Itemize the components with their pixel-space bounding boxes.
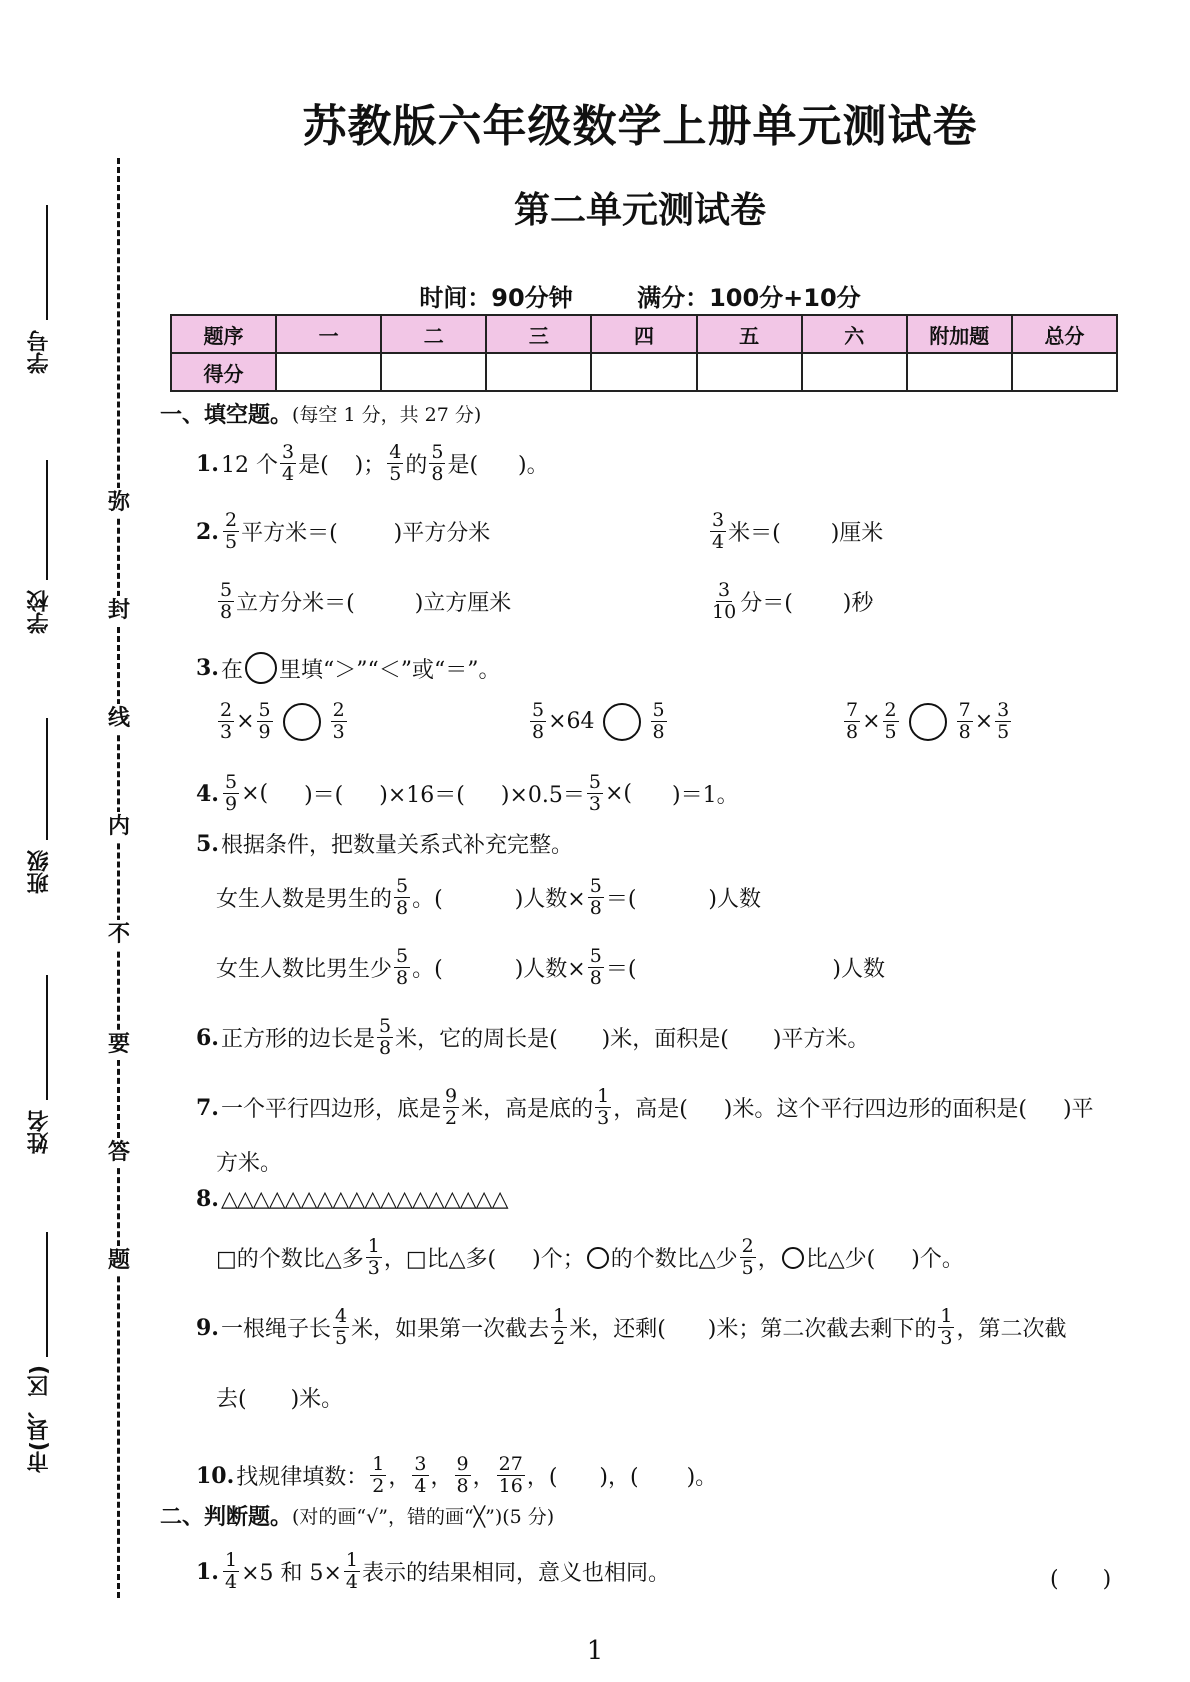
- class-line: [46, 718, 48, 840]
- q9-text: 去(: [216, 1387, 247, 1412]
- page-number: 1: [586, 1636, 604, 1666]
- cut-char: 内: [104, 812, 134, 842]
- numerator: 5: [396, 875, 409, 897]
- score-header-cell: 附加题: [907, 315, 1012, 353]
- score-table-header-row: [171, 315, 1117, 353]
- q3-text: 里填“＞”“＜”或“＝”。: [278, 657, 501, 683]
- question-number: 2.: [196, 518, 219, 545]
- q5-text: 。(: [412, 957, 443, 982]
- fraction: [280, 442, 296, 485]
- q8-text: )个。: [911, 1247, 964, 1272]
- numerator: 5: [258, 699, 271, 721]
- score-cell[interactable]: [486, 353, 591, 391]
- score-cell[interactable]: [697, 353, 802, 391]
- fraction: [333, 1306, 349, 1349]
- q10-text: ，(: [526, 1465, 558, 1490]
- denominator: 16: [498, 1475, 523, 1497]
- operator: ×: [236, 709, 255, 734]
- operator: ×: [974, 709, 994, 734]
- denominator: 2: [444, 1107, 458, 1129]
- name-line: [46, 975, 48, 1100]
- q6-text: )平方米。: [772, 1027, 870, 1052]
- denominator: 8: [589, 967, 602, 989]
- score-header-cell: 总分: [1012, 315, 1117, 353]
- numerator: 1: [940, 1305, 953, 1327]
- q10-text: 找规律填数：: [236, 1465, 369, 1490]
- numerator: 5: [220, 579, 233, 601]
- question-2d: [708, 580, 873, 623]
- cut-char: 题: [104, 1246, 134, 1276]
- q3-text: 在: [220, 657, 243, 683]
- fraction: [957, 700, 973, 743]
- numerator: 5: [588, 771, 601, 793]
- time-limit: 时间：90分钟: [419, 284, 573, 312]
- question-number: 9.: [196, 1314, 219, 1341]
- numerator: 5: [532, 699, 545, 721]
- score-header-cell: 五: [697, 315, 802, 353]
- question-5a: [216, 876, 761, 919]
- q6-text: 正方形的边长是: [220, 1027, 375, 1052]
- operator: ×64: [548, 709, 595, 734]
- numerator: 5: [396, 945, 409, 967]
- denominator: 8: [396, 897, 409, 919]
- q6-text: 米，它的周长是(: [395, 1027, 558, 1052]
- separator: ，: [430, 1465, 453, 1490]
- q2-text: 平方米＝(: [241, 521, 338, 546]
- q10-text: )。: [686, 1465, 718, 1490]
- question-number: 4.: [196, 780, 219, 807]
- q2-text: 立方分米＝(: [236, 591, 355, 616]
- q7-text: )米。这个平行四边形的面积是(: [723, 1097, 1027, 1122]
- denominator: 5: [997, 721, 1010, 743]
- numerator: 27: [498, 1453, 523, 1475]
- q2-text: )厘米: [830, 521, 884, 546]
- judge-question-1: [196, 1550, 670, 1593]
- q8-text: ，: [757, 1247, 780, 1272]
- denominator: 10: [712, 601, 737, 623]
- denominator: 8: [846, 721, 859, 743]
- section2-title: 二、判断题。: [160, 1505, 293, 1530]
- score-header-cell: 二: [381, 315, 486, 353]
- score-row-label: 得分: [171, 353, 276, 391]
- score-header-cell: 六: [802, 315, 907, 353]
- q4-text: ×(: [604, 781, 633, 806]
- denominator: 3: [332, 721, 345, 743]
- score-table: [170, 314, 1118, 392]
- fraction: [394, 876, 410, 919]
- q2-text: 分＝(: [740, 591, 793, 616]
- fraction: [587, 772, 603, 815]
- compare-circle[interactable]: [603, 703, 641, 741]
- numerator: 1: [597, 1085, 610, 1107]
- fraction: [588, 946, 604, 989]
- fraction: [223, 772, 239, 815]
- numerator: 1: [345, 1549, 359, 1571]
- q9-text: 米，如果第一次截去: [351, 1317, 550, 1342]
- question-number: 8.: [196, 1186, 219, 1212]
- numerator: 2: [224, 509, 238, 531]
- operator: ×: [862, 709, 881, 734]
- fraction: [588, 876, 604, 919]
- denominator: 5: [884, 721, 897, 743]
- q8-text: □的个数比△多: [216, 1247, 364, 1272]
- score-cell[interactable]: [381, 353, 486, 391]
- q1-text: )；: [354, 453, 386, 478]
- question-5: [196, 828, 573, 859]
- fraction: [844, 700, 860, 743]
- student-id-label: 学号: [27, 330, 52, 374]
- q4-text: )×0.5＝: [500, 783, 585, 808]
- q5-text: ＝(: [605, 887, 637, 912]
- triangle-row: △△△△△△△△△△△△△△△△△△: [220, 1186, 508, 1212]
- denominator: 2: [372, 1475, 385, 1497]
- question-number: 10.: [196, 1462, 235, 1489]
- denominator: 8: [652, 721, 665, 743]
- question-10: [196, 1454, 717, 1497]
- q8-text: 比△少(: [805, 1247, 876, 1272]
- question-9: [196, 1306, 1066, 1349]
- denominator: 8: [431, 463, 444, 485]
- score-cell[interactable]: [591, 353, 696, 391]
- q7-text: ，高是(: [613, 1097, 688, 1122]
- numerator: 1: [367, 1235, 380, 1257]
- section1-note: (每空 1 分，共 27 分): [292, 404, 482, 426]
- score-cell[interactable]: [1012, 353, 1117, 391]
- q4-text: )＝(: [304, 783, 344, 808]
- q5-text: 女生人数是男生的: [216, 887, 393, 912]
- denominator: 4: [281, 463, 295, 485]
- denominator: 3: [220, 721, 233, 743]
- denominator: 5: [334, 1327, 348, 1349]
- circle-icon: [782, 1247, 804, 1269]
- q2-text: 米＝(: [728, 521, 781, 546]
- question-7: [196, 1086, 1094, 1129]
- district-line: [46, 1232, 48, 1357]
- fraction: [938, 1306, 954, 1349]
- question-3a: [216, 700, 349, 743]
- q1-text: )。: [518, 453, 549, 478]
- denominator: 4: [414, 1475, 427, 1497]
- numerator: 4: [389, 441, 402, 463]
- score-header-cell: 三: [486, 315, 591, 353]
- numerator: 3: [997, 699, 1010, 721]
- numerator: 5: [224, 771, 238, 793]
- q8-text: )个；: [532, 1247, 585, 1272]
- denominator: 2: [553, 1327, 566, 1349]
- denominator: 4: [224, 1571, 238, 1593]
- cut-char: 要: [104, 1030, 134, 1060]
- exam-meta: [160, 278, 1120, 313]
- q8-text: 的个数比△少: [610, 1247, 738, 1272]
- denominator: 3: [940, 1327, 953, 1349]
- question-number: 7.: [196, 1094, 219, 1121]
- denominator: 8: [958, 721, 971, 743]
- question-7-cont: [216, 1146, 282, 1177]
- cut-char: 答: [104, 1138, 134, 1168]
- q2-text: )秒: [842, 591, 874, 616]
- q2-text: )立方厘米: [414, 591, 512, 616]
- numerator: 2: [332, 699, 345, 721]
- score-cell[interactable]: [276, 353, 381, 391]
- score-cell[interactable]: [907, 353, 1012, 391]
- denominator: 4: [345, 1571, 359, 1593]
- numerator: 9: [456, 1453, 469, 1475]
- denominator: 4: [712, 531, 725, 553]
- fraction: [331, 700, 347, 743]
- denominator: 3: [367, 1257, 380, 1279]
- fraction: [366, 1236, 382, 1279]
- fraction: [455, 1454, 471, 1497]
- denominator: 9: [224, 793, 238, 815]
- judge-answer-paren[interactable]: ( ): [1050, 1567, 1112, 1592]
- q4-text: ×(: [241, 781, 269, 806]
- fraction: [710, 580, 738, 623]
- name-label: 姓名: [27, 1110, 52, 1154]
- question-4: [196, 772, 739, 815]
- fraction: [740, 1236, 756, 1279]
- q2-text: )平方分米: [393, 521, 491, 546]
- section1-title: 一、填空题。: [160, 403, 293, 428]
- student-id-line: [46, 205, 48, 320]
- fraction: [344, 1550, 360, 1593]
- denominator: 8: [220, 601, 233, 623]
- fraction: [218, 580, 234, 623]
- fraction: [651, 700, 667, 743]
- section1-heading: [160, 398, 481, 429]
- numerator: 1: [553, 1305, 566, 1327]
- numerator: 3: [414, 1453, 427, 1475]
- numerator: 5: [652, 699, 665, 721]
- fraction: [387, 442, 403, 485]
- fraction: [429, 442, 445, 485]
- numerator: 2: [220, 699, 233, 721]
- question-number: 1.: [196, 450, 219, 477]
- denominator: 5: [224, 531, 238, 553]
- fraction: [883, 700, 899, 743]
- class-label: 班级: [27, 850, 52, 894]
- score-cell[interactable]: [802, 353, 907, 391]
- q5-text: )人数×: [514, 957, 586, 982]
- fraction: [394, 946, 410, 989]
- denominator: 8: [378, 1037, 392, 1059]
- numerator: 9: [444, 1085, 458, 1107]
- question-number: 3.: [196, 655, 219, 681]
- cut-char: 封: [104, 596, 134, 626]
- section2-note: (对的画“√”，错的画“╳”)(5 分): [292, 1506, 555, 1528]
- cut-char: 不: [104, 920, 134, 950]
- page-subtitle: 第二单元测试卷: [513, 190, 766, 231]
- score-header-cell: 四: [591, 315, 696, 353]
- page-title: 苏教版六年级数学上册单元测试卷: [302, 101, 978, 152]
- judge-text: ×5 和 5×: [241, 1561, 342, 1586]
- q7-text: 米，高是底的: [461, 1097, 594, 1122]
- district-label: 市(县、区): [27, 1365, 52, 1474]
- question-3: [196, 652, 500, 684]
- question-number: 5.: [196, 830, 219, 857]
- numerator: 1: [224, 1549, 238, 1571]
- question-2a: [196, 510, 490, 553]
- numerator: 2: [884, 699, 897, 721]
- question-1: [196, 442, 549, 485]
- denominator: 9: [258, 721, 271, 743]
- denominator: 5: [741, 1257, 754, 1279]
- q5-text: 根据条件，把数量关系式补充完整。: [220, 833, 573, 858]
- numerator: 3: [281, 441, 295, 463]
- denominator: 8: [532, 721, 545, 743]
- score-header-cell: 题序: [171, 315, 276, 353]
- q9-text: )米。: [290, 1387, 344, 1412]
- q9-text: ，第二次截: [956, 1317, 1067, 1342]
- denominator: 5: [389, 463, 402, 485]
- question-8-body: [216, 1236, 964, 1279]
- q6-text: )米，面积是(: [601, 1027, 729, 1052]
- school-line: [46, 460, 48, 580]
- full-score: 满分：100分+10分: [637, 284, 861, 312]
- numerator: 5: [589, 875, 602, 897]
- q7-text: )平: [1062, 1097, 1094, 1122]
- fraction: [223, 510, 239, 553]
- q5-text: )人数×: [514, 887, 586, 912]
- question-2b: [708, 510, 883, 553]
- denominator: 8: [396, 967, 409, 989]
- school-label: 学校: [27, 590, 52, 634]
- numerator: 5: [378, 1015, 392, 1037]
- separator: ，: [472, 1465, 495, 1490]
- numerator: 5: [431, 441, 444, 463]
- q7-text: 一个平行四边形，底是: [220, 1097, 441, 1122]
- judge-text: 表示的结果相同，意义也相同。: [362, 1561, 671, 1586]
- fraction: [497, 1454, 525, 1497]
- q5-text: )人数: [832, 957, 886, 982]
- fraction: [370, 1454, 386, 1497]
- question-9-cont: [216, 1382, 343, 1413]
- cut-char: 弥: [104, 488, 134, 518]
- compare-circle[interactable]: [909, 703, 947, 741]
- q9-text: 一根绳子长: [220, 1317, 331, 1342]
- q1-text: 是(: [298, 453, 329, 478]
- numerator: 7: [958, 699, 971, 721]
- seal-cut-line: [117, 158, 120, 1598]
- fraction: [218, 700, 234, 743]
- cut-char: 线: [104, 704, 134, 734]
- q4-text: )×16＝(: [379, 783, 465, 808]
- score-header-cell: 一: [276, 315, 381, 353]
- separator: ，: [388, 1465, 411, 1490]
- q10-text: )，(: [599, 1465, 639, 1490]
- compare-circle[interactable]: [283, 703, 321, 741]
- fraction: [443, 1086, 459, 1129]
- q1-text: 12 个: [220, 453, 278, 478]
- fraction: [595, 1086, 611, 1129]
- numerator: 5: [589, 945, 602, 967]
- fraction: [377, 1016, 393, 1059]
- circle-icon: [587, 1247, 609, 1269]
- fraction: [223, 1550, 239, 1593]
- fraction: [710, 510, 726, 553]
- question-5b: [216, 946, 885, 989]
- question-3b: [528, 700, 669, 743]
- circle-icon: [245, 652, 277, 684]
- fraction: [551, 1306, 567, 1349]
- question-6: [196, 1016, 869, 1059]
- q5-text: ＝(: [605, 957, 637, 982]
- numerator: 1: [372, 1453, 385, 1475]
- q5-text: )人数: [708, 887, 762, 912]
- q8-text: ，□比△多(: [383, 1247, 497, 1272]
- q1-text: 的: [405, 453, 428, 478]
- numerator: 3: [718, 579, 731, 601]
- q5-text: 。(: [412, 887, 443, 912]
- section2-heading: [160, 1500, 554, 1531]
- denominator: 3: [588, 793, 601, 815]
- score-table-score-row: [171, 353, 1117, 391]
- fraction: [257, 700, 273, 743]
- q5-text: 女生人数比男生少: [216, 957, 393, 982]
- fraction: [530, 700, 546, 743]
- denominator: 8: [456, 1475, 469, 1497]
- numerator: 2: [741, 1235, 754, 1257]
- q4-text: )＝1。: [672, 783, 739, 808]
- q7-text: 方米。: [216, 1151, 283, 1176]
- numerator: 3: [712, 509, 725, 531]
- question-3c: [842, 700, 1013, 743]
- numerator: 4: [334, 1305, 348, 1327]
- question-2c: [216, 580, 511, 623]
- denominator: 8: [589, 897, 602, 919]
- question-8: [196, 1186, 508, 1212]
- fraction: [412, 1454, 428, 1497]
- denominator: 3: [597, 1107, 610, 1129]
- q9-text: 米，还剩(: [569, 1317, 666, 1342]
- q1-text: 是(: [447, 453, 479, 478]
- question-number: 6.: [196, 1024, 219, 1051]
- q9-text: )米；第二次截去剩下的: [707, 1317, 937, 1342]
- fraction: [995, 700, 1011, 743]
- question-number: 1.: [196, 1558, 219, 1585]
- numerator: 7: [846, 699, 859, 721]
